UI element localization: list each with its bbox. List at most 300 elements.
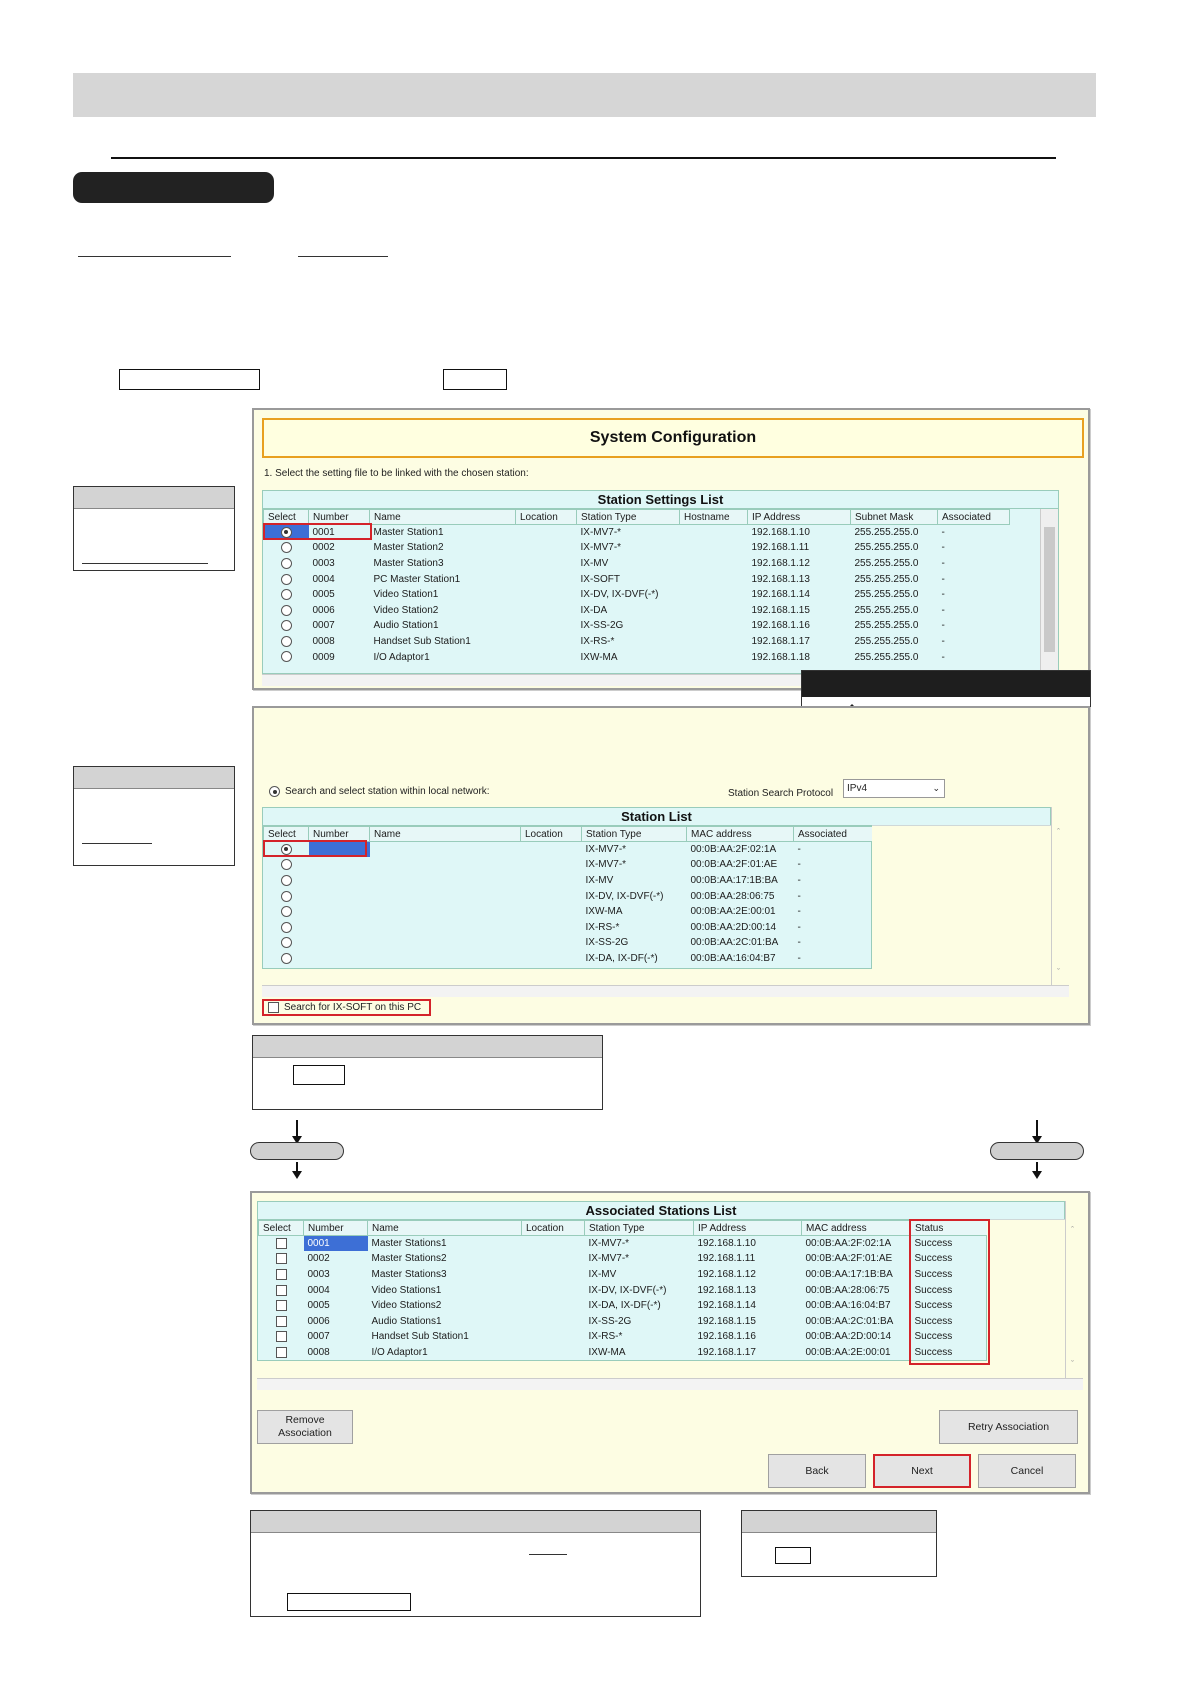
ip-address-cell: 192.168.1.11 [751, 542, 810, 554]
location-cell [522, 1313, 585, 1329]
search-option[interactable] [269, 786, 490, 797]
col-associated[interactable]: Associated [794, 827, 874, 842]
station-type-cell: IX-MV7-* [588, 1253, 630, 1265]
associated-list-title: Associated Stations List [257, 1201, 1065, 1219]
mac-address-cell: 00:0B:AA:2F:01:AE [805, 1253, 893, 1265]
number-cell [309, 935, 370, 951]
number-cell: 0005 [307, 1300, 330, 1312]
checkbox-icon[interactable] [276, 1300, 287, 1311]
associated-cell: - [941, 527, 945, 539]
ip-address-cell: 192.168.1.16 [697, 1331, 756, 1343]
radio-icon[interactable] [281, 651, 292, 662]
radio-icon[interactable] [281, 636, 292, 647]
location-cell [521, 904, 582, 920]
subnet-mask-cell: 255.255.255.0 [854, 573, 919, 585]
station-type-cell: IX-SS-2G [580, 620, 624, 632]
name-cell [370, 873, 521, 889]
name-cell: Master Stations1 [371, 1238, 447, 1250]
select-cell [264, 587, 309, 603]
number-cell: 0006 [312, 604, 335, 616]
select-cell [259, 1298, 304, 1314]
mac-address-cell: 00:0B:AA:17:1B:BA [805, 1268, 893, 1280]
name-cell: Handset Sub Station1 [373, 635, 471, 647]
checkbox-icon[interactable] [276, 1269, 287, 1280]
protocol-select[interactable]: IPv4 ⌄ [843, 779, 945, 798]
station-type-cell: IX-SOFT [580, 573, 620, 585]
col-name[interactable]: Name [370, 510, 516, 525]
button-ref-box [443, 369, 507, 390]
select-cell [264, 556, 309, 572]
location-cell [521, 919, 582, 935]
select-cell [264, 857, 309, 873]
station-type-cell: IX-DA, IX-DF(-*) [585, 952, 658, 964]
col-hostname[interactable]: Hostname [680, 510, 748, 525]
select-cell [264, 919, 309, 935]
table-row[interactable] [264, 888, 874, 904]
location-cell [522, 1329, 585, 1345]
number-cell: 0001 [312, 527, 335, 539]
side-note-1 [73, 486, 235, 571]
select-cell [264, 571, 309, 587]
mac-address-cell: 00:0B:AA:2C:01:BA [690, 937, 779, 949]
table-row[interactable] [264, 525, 1010, 541]
location-cell [522, 1251, 585, 1267]
col-name[interactable]: Name [368, 1221, 522, 1236]
ip-address-cell: 192.168.1.12 [697, 1268, 756, 1280]
underline-1 [78, 256, 231, 257]
hostname-cell [680, 618, 748, 634]
name-cell: Master Stations3 [371, 1268, 447, 1280]
table-row[interactable] [259, 1267, 989, 1283]
col-mac-address[interactable]: MAC address [802, 1221, 911, 1236]
location-cell [522, 1345, 585, 1361]
name-cell [370, 919, 521, 935]
col-location[interactable]: Location [516, 510, 577, 525]
ixsoft-search-option[interactable]: Search for IX-SOFT on this PC [262, 999, 431, 1016]
flow-pill-right [990, 1142, 1084, 1160]
location-cell [521, 842, 582, 858]
table-row[interactable] [259, 1345, 989, 1361]
location-cell [516, 540, 577, 556]
hostname-cell [680, 587, 748, 603]
col-station-type[interactable]: Station Type [582, 827, 687, 842]
table-row[interactable] [264, 618, 1010, 634]
bottom-note-left [250, 1510, 701, 1617]
station-type-cell: IX-MV7-* [585, 844, 627, 856]
location-cell [522, 1282, 585, 1298]
mac-address-cell: 00:0B:AA:2F:02:1A [805, 1238, 892, 1250]
vertical-scrollbar[interactable] [1040, 509, 1058, 675]
table-row[interactable] [264, 540, 1010, 556]
radio-icon[interactable] [281, 589, 292, 600]
checkbox-icon[interactable] [276, 1285, 287, 1296]
radio-icon[interactable] [281, 605, 292, 616]
number-cell: 0002 [312, 542, 335, 554]
number-cell: 0001 [304, 1236, 368, 1252]
instruction-text: 1. Select the setting file to be linked with the chosen station: [264, 468, 529, 479]
station-type-cell: IX-RS-* [580, 635, 615, 647]
name-cell: PC Master Station1 [373, 573, 461, 585]
station-settings-list[interactable] [262, 508, 1059, 674]
select-cell [264, 904, 309, 920]
location-cell [522, 1267, 585, 1283]
status-cell: Success [914, 1238, 953, 1250]
select-cell [259, 1313, 304, 1329]
station-type-cell: IXW-MA [580, 651, 618, 663]
col-select[interactable]: Select [264, 827, 309, 842]
cancel-button[interactable]: Cancel [978, 1454, 1076, 1488]
station-type-cell: IX-MV [585, 874, 614, 886]
radio-icon[interactable] [269, 786, 280, 797]
number-cell: 0002 [307, 1253, 330, 1265]
name-cell: Video Stations2 [371, 1300, 442, 1312]
table-row[interactable] [264, 857, 874, 873]
station-type-cell: IX-MV7-* [580, 542, 622, 554]
number-cell [309, 857, 370, 873]
mac-address-cell: 00:0B:AA:2F:01:AE [690, 859, 778, 871]
ip-address-cell: 192.168.1.13 [751, 573, 810, 585]
location-cell [522, 1298, 585, 1314]
mac-address-cell: 00:0B:AA:2E:00:01 [690, 906, 776, 918]
col-status[interactable]: Status [911, 1221, 989, 1236]
station-type-cell: IX-MV7-* [585, 859, 627, 871]
station-search-panel [252, 706, 1090, 1025]
station-type-cell: IX-DV, IX-DVF(-*) [580, 589, 659, 601]
name-cell [370, 935, 521, 951]
scroll-thumb[interactable] [1044, 527, 1055, 652]
hostname-cell [680, 556, 748, 572]
associated-cell: - [941, 651, 945, 663]
table-row[interactable] [264, 649, 1010, 665]
table-row[interactable] [259, 1313, 989, 1329]
associated-stations-list[interactable] [257, 1219, 987, 1361]
name-cell: Audio Stations1 [371, 1315, 442, 1327]
ip-address-cell: 192.168.1.11 [697, 1253, 756, 1265]
ip-address-cell: 192.168.1.18 [751, 651, 810, 663]
subnet-mask-cell: 255.255.255.0 [854, 557, 919, 569]
name-cell: Master Station2 [373, 542, 444, 554]
associated-cell: - [941, 604, 945, 616]
ip-address-cell: 192.168.1.13 [697, 1284, 756, 1296]
table-row[interactable] [264, 904, 874, 920]
col-station-type[interactable]: Station Type [585, 1221, 694, 1236]
mac-address-cell: 00:0B:AA:2F:02:1A [690, 844, 777, 856]
number-cell: 0003 [312, 557, 335, 569]
radio-icon[interactable] [281, 937, 292, 948]
col-location[interactable]: Location [522, 1221, 585, 1236]
number-cell: 0003 [307, 1268, 330, 1280]
number-cell: 0007 [307, 1331, 330, 1343]
table-row[interactable] [259, 1282, 989, 1298]
highlight-status-column [909, 1219, 990, 1365]
associated-cell: - [941, 635, 945, 647]
station-type-cell: IX-SS-2G [588, 1315, 632, 1327]
subnet-mask-cell: 255.255.255.0 [854, 620, 919, 632]
table-row[interactable] [259, 1251, 989, 1267]
associated-cell: - [941, 557, 945, 569]
status-cell: Success [914, 1300, 953, 1312]
mac-address-cell: 00:0B:AA:17:1B:BA [690, 874, 778, 886]
associated-cell: - [797, 952, 801, 964]
col-subnet-mask[interactable]: Subnet Mask [851, 510, 938, 525]
location-cell [521, 935, 582, 951]
ip-address-cell: 192.168.1.12 [751, 557, 810, 569]
table-row[interactable] [259, 1329, 989, 1345]
checkbox-icon[interactable] [276, 1347, 287, 1358]
col-location[interactable]: Location [521, 827, 582, 842]
radio-icon[interactable] [281, 558, 292, 569]
remove-association-button[interactable]: Remove Association [257, 1410, 353, 1444]
table-row[interactable] [264, 873, 874, 889]
associated-cell: - [941, 620, 945, 632]
number-cell [309, 951, 370, 967]
col-associated[interactable]: Associated [938, 510, 1010, 525]
name-cell: Master Station1 [373, 527, 444, 539]
subnet-mask-cell: 255.255.255.0 [854, 542, 919, 554]
select-cell [264, 951, 309, 967]
name-cell: Video Station1 [373, 589, 439, 601]
name-cell: Video Station2 [373, 604, 439, 616]
table-row[interactable] [259, 1298, 989, 1314]
select-cell [264, 618, 309, 634]
retry-association-button[interactable]: Retry Association [939, 1410, 1078, 1444]
station-type-cell: IXW-MA [585, 906, 623, 918]
search-label: Search and select station within local network: [285, 786, 490, 797]
mac-address-cell: 00:0B:AA:2D:00:14 [805, 1331, 892, 1343]
mac-address-cell: 00:0B:AA:2D:00:14 [690, 921, 777, 933]
name-cell [370, 904, 521, 920]
col-number[interactable]: Number [304, 1221, 368, 1236]
ip-address-cell: 192.168.1.14 [751, 589, 810, 601]
table-row[interactable] [264, 602, 1010, 618]
number-cell: 0008 [307, 1346, 330, 1358]
number-cell: 0004 [307, 1284, 330, 1296]
status-cell: Success [914, 1331, 953, 1343]
location-cell [516, 587, 577, 603]
station-list-hscroll[interactable] [262, 985, 1069, 997]
select-cell [259, 1236, 304, 1252]
back-button[interactable]: Back [768, 1454, 866, 1488]
number-cell: 0006 [307, 1315, 330, 1327]
name-cell: Master Stations2 [371, 1253, 447, 1265]
table-row[interactable] [264, 634, 1010, 650]
radio-icon[interactable] [281, 953, 292, 964]
hostname-cell [680, 602, 748, 618]
side-note-2 [73, 766, 235, 866]
table-row[interactable] [264, 919, 874, 935]
number-cell [309, 904, 370, 920]
number-cell: 0004 [312, 573, 335, 585]
subnet-mask-cell: 255.255.255.0 [854, 635, 919, 647]
select-cell [264, 649, 309, 665]
station-type-cell: IX-DA, IX-DF(-*) [588, 1300, 661, 1312]
hostname-cell [680, 540, 748, 556]
col-select[interactable]: Select [264, 510, 309, 525]
name-cell: I/O Adaptor1 [373, 651, 430, 663]
name-cell [370, 857, 521, 873]
underline-2 [298, 256, 388, 257]
number-cell: 0007 [312, 620, 335, 632]
table-row[interactable] [264, 571, 1010, 587]
radio-icon[interactable] [281, 875, 292, 886]
name-cell: Master Station3 [373, 557, 444, 569]
table-row[interactable] [259, 1236, 989, 1252]
location-cell [516, 634, 577, 650]
col-ip-address[interactable]: IP Address [694, 1221, 802, 1236]
col-ip-address[interactable]: IP Address [748, 510, 851, 525]
associated-cell: - [941, 589, 945, 601]
name-cell: Handset Sub Station1 [371, 1331, 469, 1343]
select-cell [259, 1267, 304, 1283]
mac-address-cell: 00:0B:AA:16:04:B7 [805, 1300, 891, 1312]
table-row[interactable] [264, 935, 874, 951]
location-cell [521, 873, 582, 889]
name-cell: I/O Adaptor1 [371, 1346, 428, 1358]
col-station-type[interactable]: Station Type [577, 510, 680, 525]
menu-path-box [119, 369, 260, 390]
radio-icon[interactable] [281, 620, 292, 631]
hostname-cell [680, 571, 748, 587]
col-mac-address[interactable]: MAC address [687, 827, 794, 842]
checkbox-icon[interactable] [276, 1238, 287, 1249]
subnet-mask-cell: 255.255.255.0 [854, 651, 919, 663]
radio-icon[interactable] [281, 574, 292, 585]
station-type-cell: IX-SS-2G [585, 937, 629, 949]
next-button[interactable]: Next [873, 1454, 971, 1488]
number-cell [309, 888, 370, 904]
window-title: System Configuration [262, 418, 1084, 458]
location-cell [521, 888, 582, 904]
associated-cell: - [797, 921, 801, 933]
checkbox-icon[interactable] [276, 1253, 287, 1264]
associated-vscroll[interactable]: ˆ ˇ [1065, 1201, 1083, 1378]
checkbox-icon[interactable] [268, 1002, 279, 1013]
ip-address-cell: 192.168.1.17 [751, 635, 810, 647]
location-cell [516, 556, 577, 572]
location-cell [522, 1236, 585, 1252]
hostname-cell [680, 525, 748, 541]
highlight-selection-box [263, 523, 372, 540]
associated-cell: - [797, 906, 801, 918]
station-type-cell: IX-MV7-* [588, 1238, 630, 1250]
name-cell: Video Stations1 [371, 1284, 442, 1296]
status-cell: Success [914, 1253, 953, 1265]
location-cell [521, 951, 582, 967]
number-cell: 0009 [312, 651, 335, 663]
list-title: Station Settings List [262, 490, 1059, 508]
hostname-cell [680, 634, 748, 650]
select-cell [264, 888, 309, 904]
location-cell [516, 649, 577, 665]
select-cell [264, 634, 309, 650]
location-cell [516, 618, 577, 634]
system-configuration-panel [252, 408, 1090, 690]
status-cell: Success [914, 1315, 953, 1327]
station-type-cell: IXW-MA [588, 1346, 626, 1358]
station-type-cell: IX-DA [580, 604, 608, 616]
chevron-down-icon: ⌄ [932, 783, 940, 793]
ip-address-cell: 192.168.1.10 [751, 527, 810, 539]
protocol-label: Station Search Protocol [728, 788, 834, 799]
associated-cell: - [797, 844, 801, 856]
flow-pill-left [250, 1142, 344, 1160]
associated-cell: - [797, 874, 801, 886]
select-cell [259, 1329, 304, 1345]
bottom-note-right [741, 1510, 937, 1577]
location-cell [516, 571, 577, 587]
ip-address-cell: 192.168.1.10 [697, 1238, 756, 1250]
select-cell [264, 602, 309, 618]
select-cell [264, 540, 309, 556]
location-cell [516, 602, 577, 618]
subnet-mask-cell: 255.255.255.0 [854, 604, 919, 616]
associated-stations-panel [250, 1191, 1090, 1494]
select-cell [259, 1282, 304, 1298]
header-rule [111, 157, 1056, 159]
ip-address-cell: 192.168.1.15 [751, 604, 810, 616]
number-cell: 0005 [312, 589, 335, 601]
hostname-cell [680, 649, 748, 665]
station-list-vscroll[interactable]: ˆ ˇ [1051, 807, 1069, 985]
station-type-cell: IX-MV [588, 1268, 617, 1280]
station-type-cell: IX-MV [580, 557, 609, 569]
ip-address-cell: 192.168.1.14 [697, 1300, 756, 1312]
mac-address-cell: 00:0B:AA:2C:01:BA [805, 1315, 894, 1327]
station-type-cell: IX-DV, IX-DVF(-*) [585, 890, 664, 902]
associated-cell: - [797, 890, 801, 902]
station-type-cell: IX-RS-* [585, 921, 620, 933]
status-cell: Success [914, 1284, 953, 1296]
subnet-mask-cell: 255.255.255.0 [854, 527, 919, 539]
step-note-box [252, 1035, 603, 1110]
station-list-title: Station List [262, 807, 1051, 825]
radio-icon[interactable] [281, 922, 292, 933]
table-row[interactable] [264, 951, 874, 967]
radio-icon[interactable] [281, 891, 292, 902]
section-label-pill [73, 172, 274, 203]
mac-address-cell: 00:0B:AA:2E:00:01 [805, 1346, 891, 1358]
associated-cell: - [941, 542, 945, 554]
station-type-cell: IX-RS-* [588, 1331, 623, 1343]
table-row[interactable] [264, 556, 1010, 572]
radio-icon[interactable] [281, 906, 292, 917]
ip-address-cell: 192.168.1.17 [697, 1346, 756, 1358]
col-number[interactable]: Number [309, 827, 370, 842]
select-cell [264, 935, 309, 951]
checkbox-icon[interactable] [276, 1331, 287, 1342]
radio-icon[interactable] [281, 542, 292, 553]
number-cell [309, 919, 370, 935]
col-select[interactable]: Select [259, 1221, 304, 1236]
associated-hscroll[interactable] [257, 1378, 1083, 1390]
name-cell [370, 951, 521, 967]
col-name[interactable]: Name [370, 827, 521, 842]
name-cell [370, 842, 521, 858]
header-band [73, 73, 1096, 117]
radio-icon[interactable] [281, 859, 292, 870]
highlight-selection-box [263, 840, 367, 857]
mac-address-cell: 00:0B:AA:16:04:B7 [690, 952, 776, 964]
station-type-cell: IX-DV, IX-DVF(-*) [588, 1284, 667, 1296]
checkbox-icon[interactable] [276, 1316, 287, 1327]
table-row[interactable] [264, 587, 1010, 603]
station-type-cell: IX-MV7-* [580, 527, 622, 539]
select-cell [259, 1345, 304, 1361]
status-cell: Success [914, 1268, 953, 1280]
col-number[interactable]: Number [309, 510, 370, 525]
mac-address-cell: 00:0B:AA:28:06:75 [805, 1284, 890, 1296]
subnet-mask-cell: 255.255.255.0 [854, 589, 919, 601]
